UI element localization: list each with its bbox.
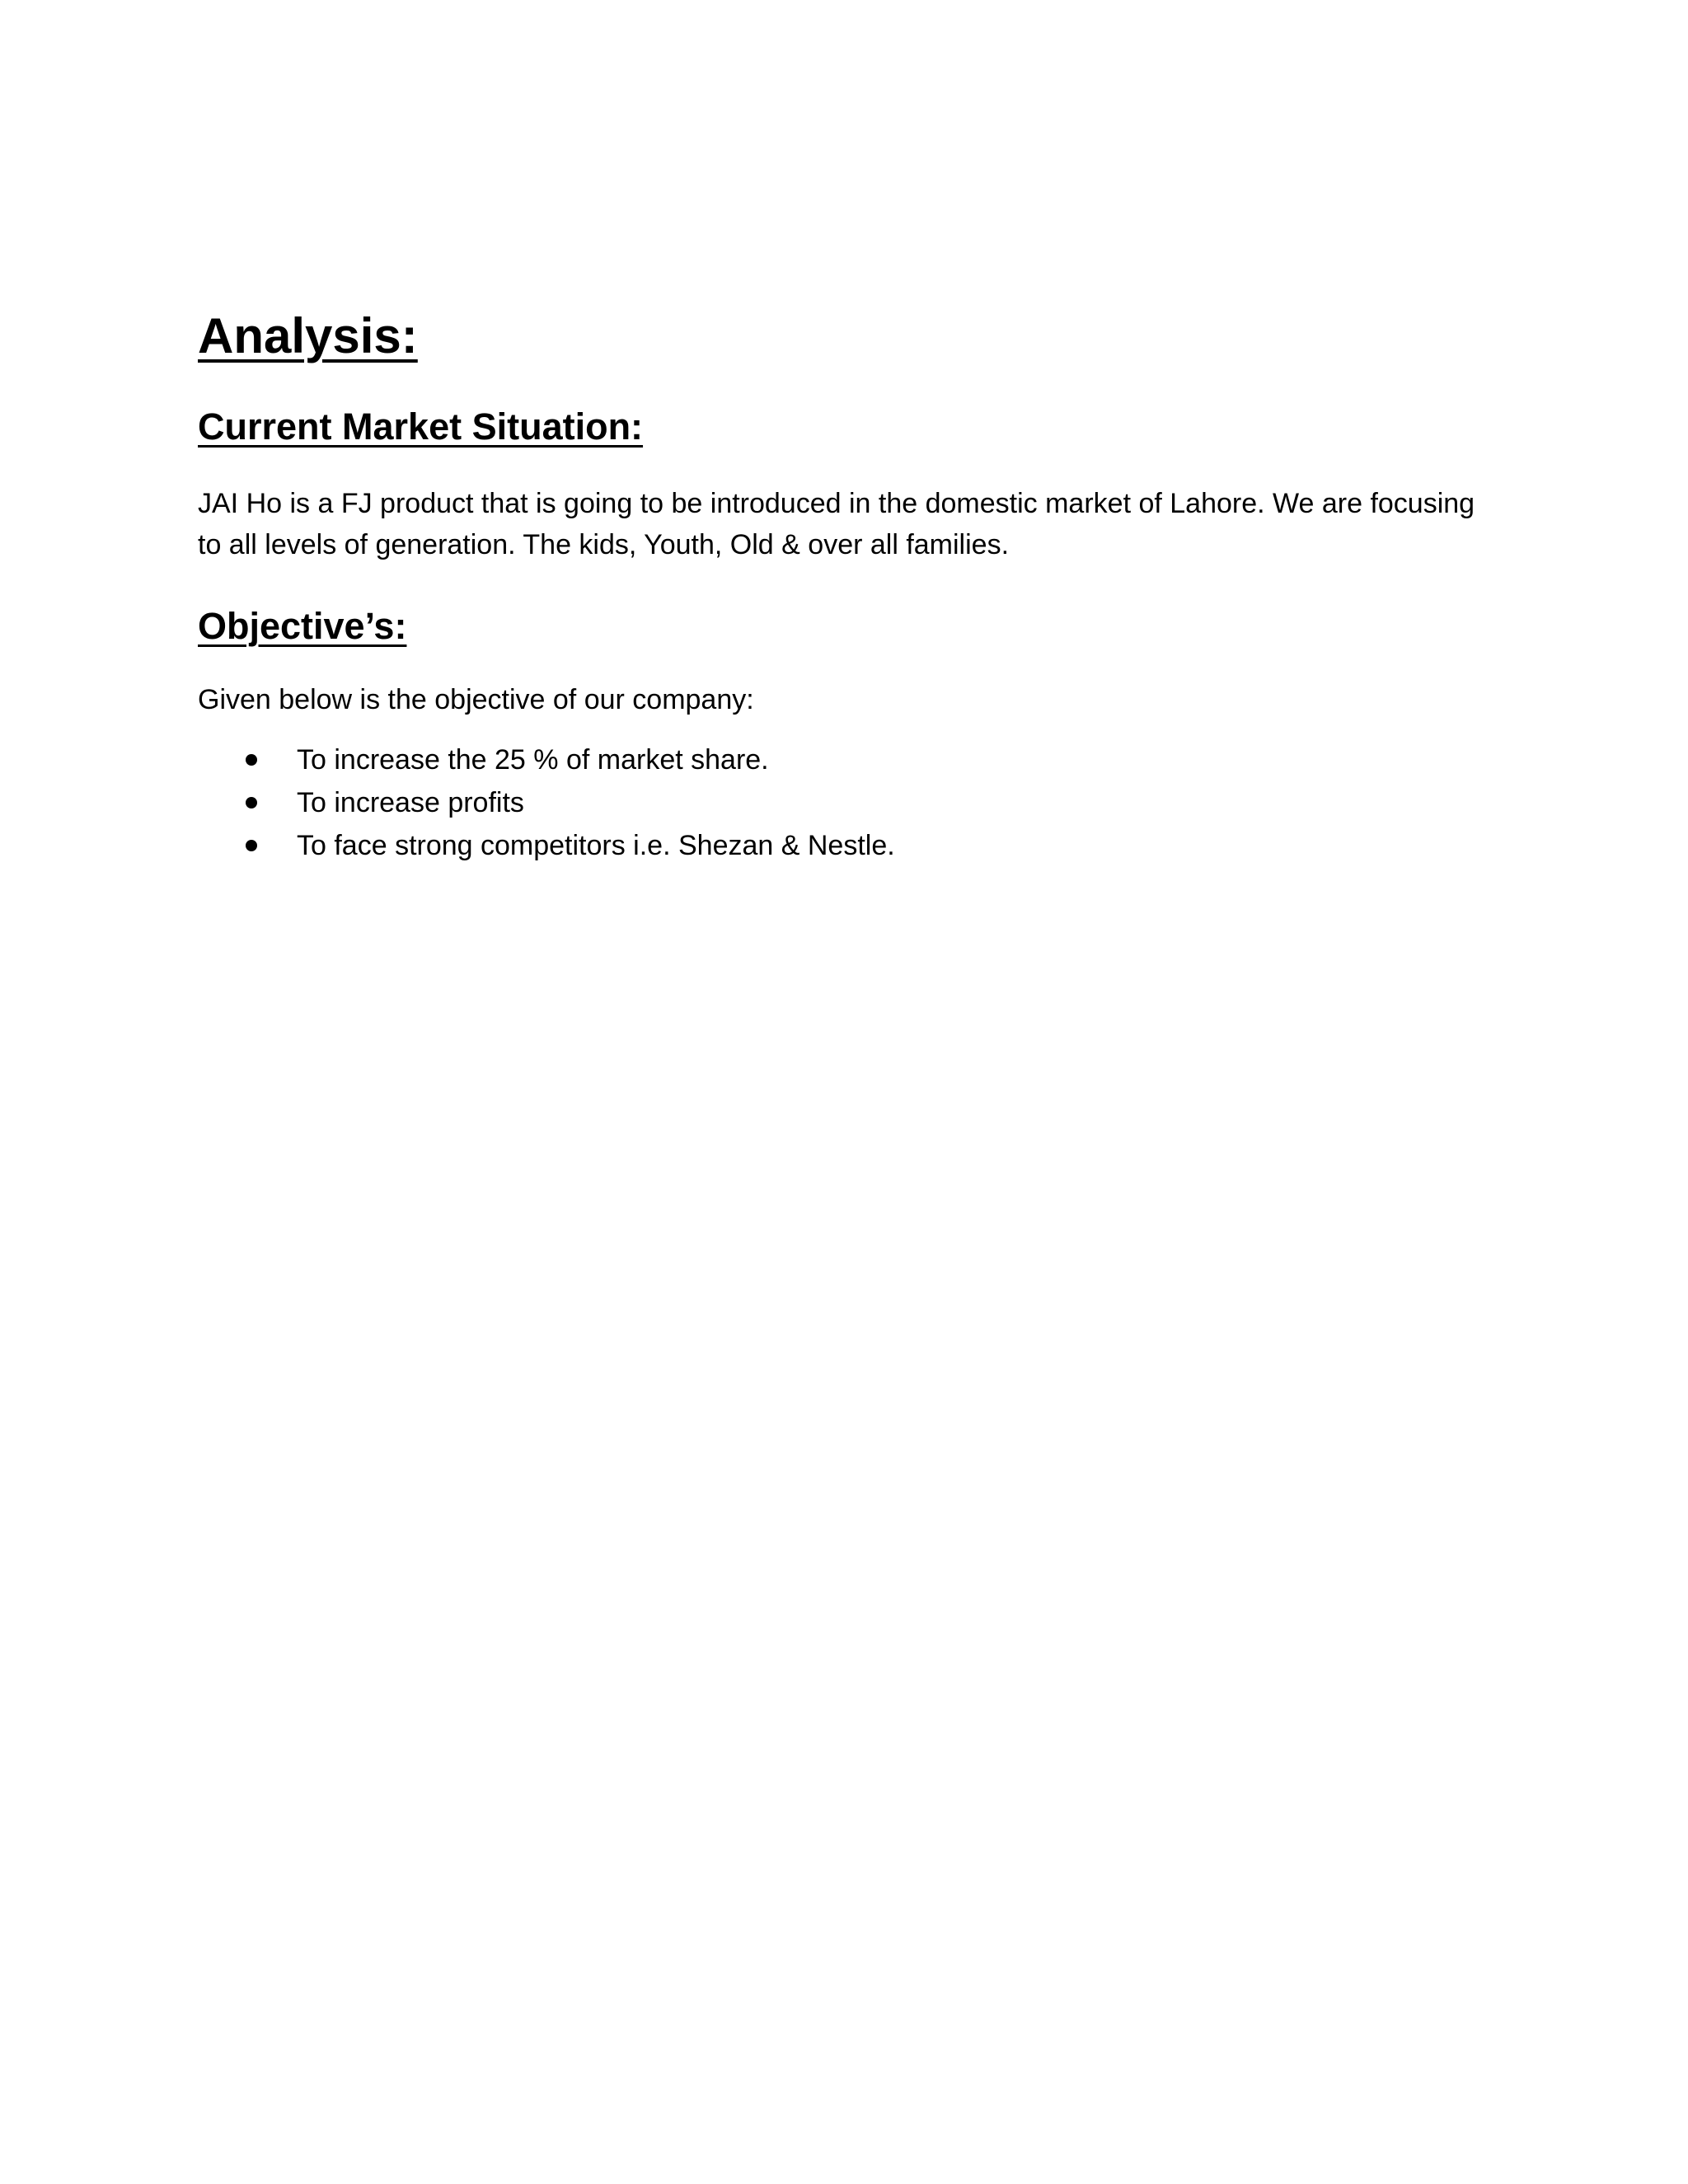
- market-situation-paragraph: JAI Ho is a FJ product that is going to be introduced in the domestic market of Lahore. We are focusing to all levels of generation. The kids, Youth, Old & over all families.: [198, 488, 1475, 560]
- objectives-intro: Given below is the objective of our company:: [198, 684, 754, 715]
- list-item-text: To face strong competitors i.e. Shezan & Nestle.: [297, 830, 895, 861]
- objectives-list: [198, 738, 1484, 867]
- document-content: [198, 303, 1484, 867]
- list-item-text: To increase profits: [297, 787, 524, 818]
- page-title: Analysis:: [198, 308, 418, 363]
- section-heading-objectives: Objective’s:: [198, 605, 407, 647]
- list-item: [198, 824, 1484, 867]
- list-item-text: To increase the 25 % of market share.: [297, 744, 769, 776]
- bullet-icon: [246, 754, 257, 766]
- section-heading-current-market-situation: Current Market Situation:: [198, 405, 644, 448]
- list-item: [198, 738, 1484, 781]
- bullet-icon: [246, 840, 257, 851]
- bullet-icon: [246, 797, 257, 808]
- list-item: [198, 781, 1484, 824]
